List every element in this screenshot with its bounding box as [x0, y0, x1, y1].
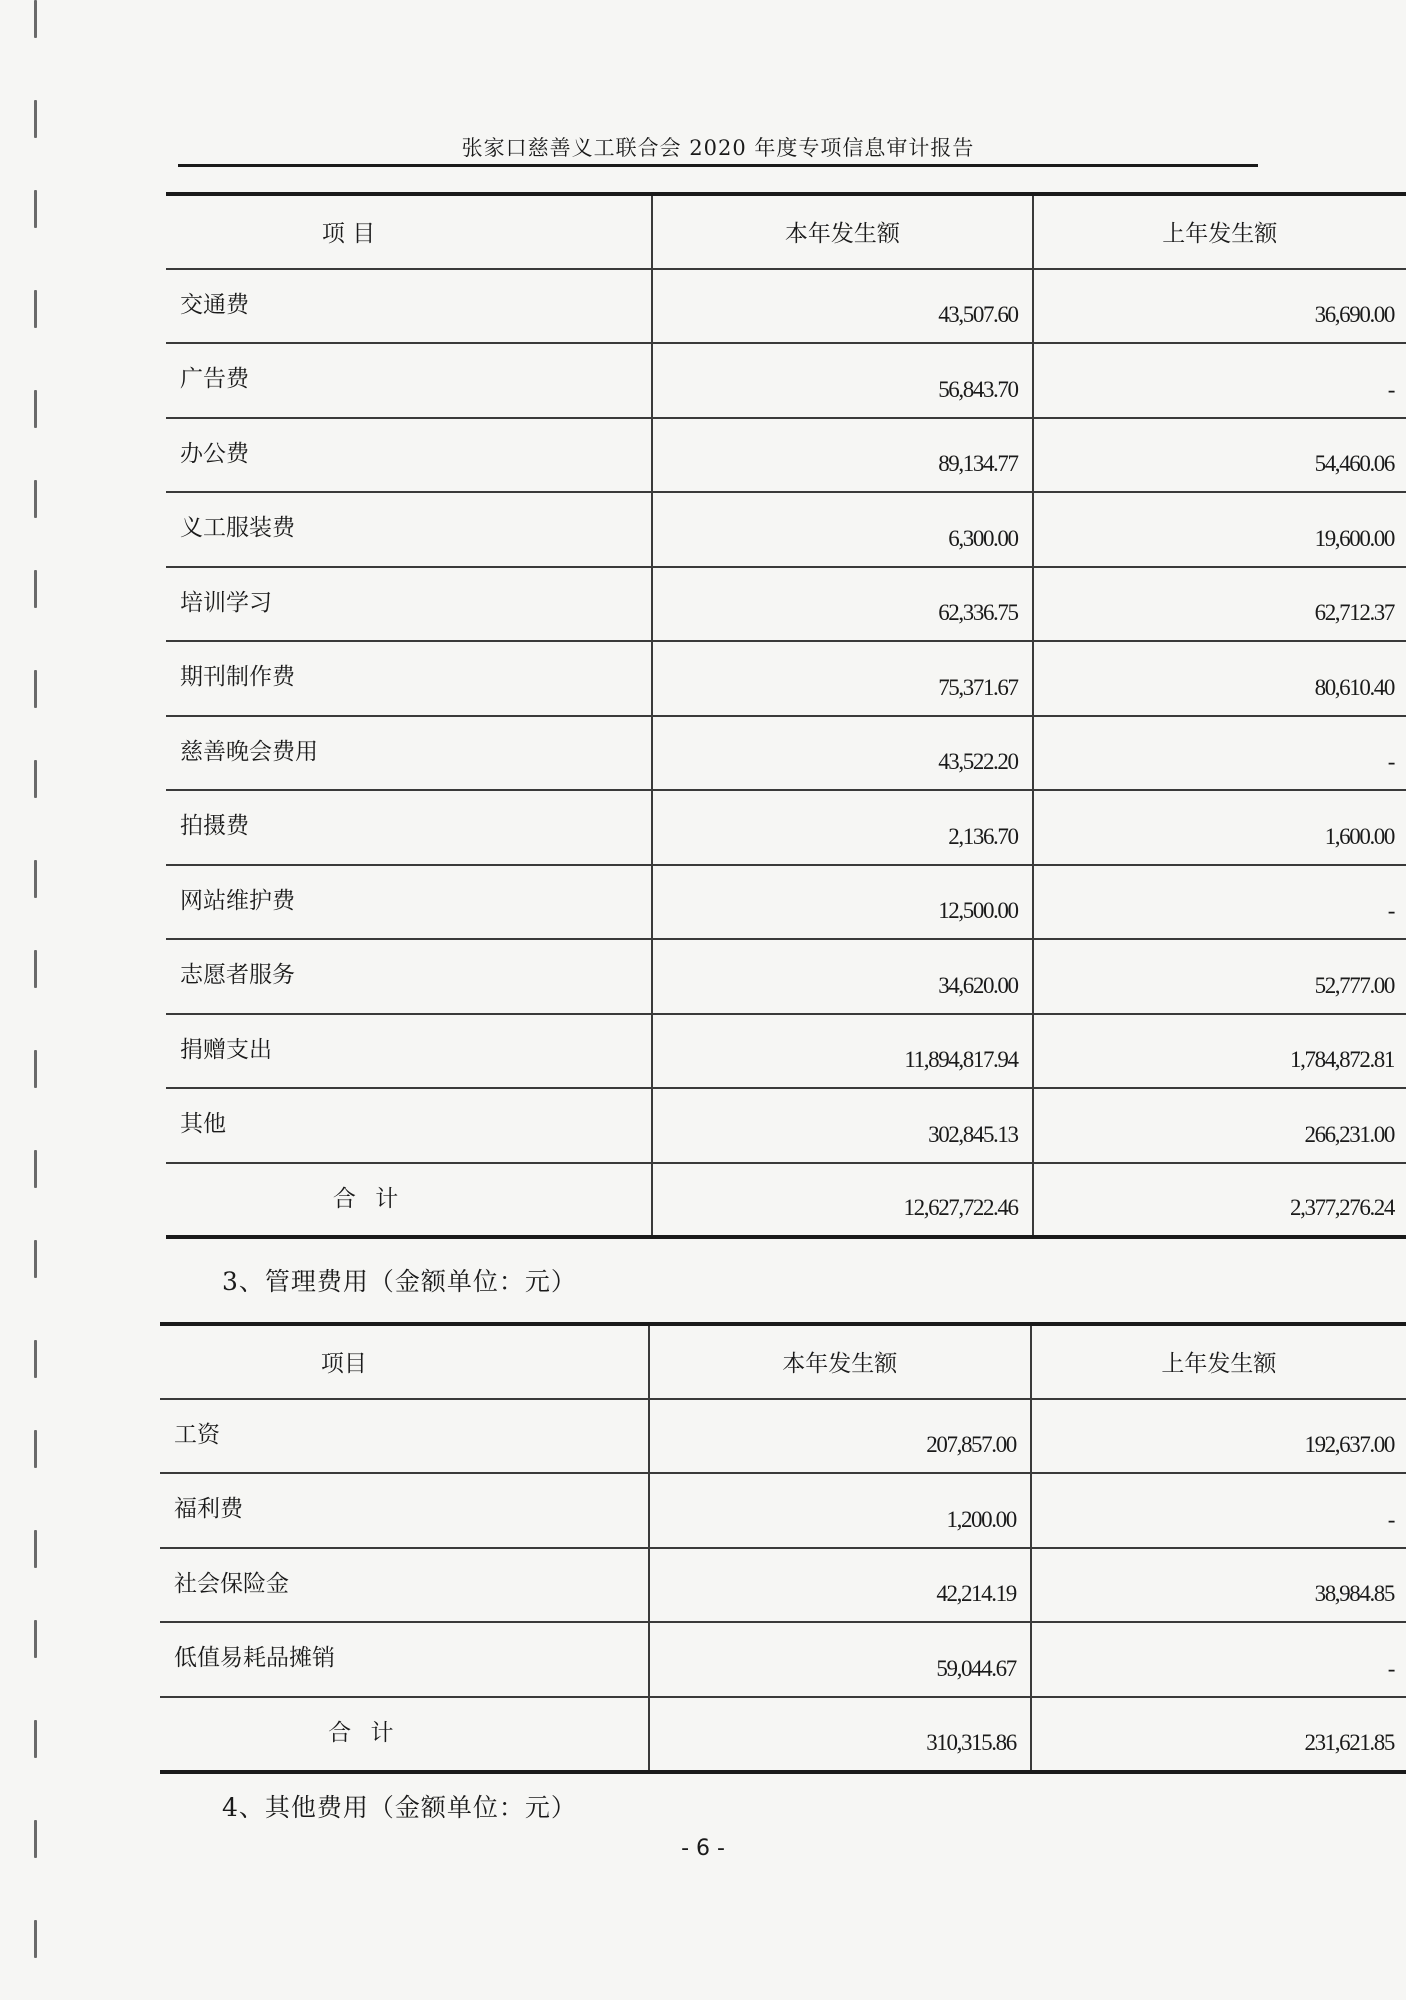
row-prior-amount: 192,637.00 — [1031, 1399, 1406, 1474]
row-prior-amount: 1,784,872.81 — [1033, 1014, 1406, 1089]
total-current-amount: 310,315.86 — [649, 1697, 1031, 1772]
row-item: 办公费 — [166, 418, 652, 493]
total-prior-amount: 2,377,276.24 — [1290, 1195, 1394, 1220]
column-header-item: 项目 — [160, 1324, 649, 1399]
total-label: 合 计 — [332, 1185, 405, 1212]
row-current-amount: 6,300.00 — [652, 492, 1032, 567]
table-row — [166, 716, 1406, 791]
row-current-amount: 34,620.00 — [652, 939, 1032, 1014]
row-item: 培训学习 — [166, 567, 652, 642]
header-rule — [178, 164, 1258, 167]
row-item: 义工服装费 — [166, 492, 652, 567]
row-item: 其他 — [166, 1088, 652, 1163]
column-header-prior: 上年发生额 — [1031, 1324, 1406, 1399]
row-item: 社会保险金 — [160, 1548, 649, 1623]
section-heading-other-expenses: 4、其他费用（金额单位：元） — [222, 1793, 577, 1822]
row-current-amount: 43,507.60 — [652, 269, 1032, 344]
row-current-amount: 11,894,817.94 — [652, 1014, 1032, 1089]
row-prior-amount: - — [1031, 1473, 1406, 1548]
row-current-amount: 302,845.13 — [652, 1088, 1032, 1163]
page-number: - 6 - — [681, 1836, 725, 1861]
total-current-amount: 12,627,722.46 — [652, 1163, 1032, 1238]
table-row — [166, 865, 1406, 940]
row-current-amount: 89,134.77 — [652, 418, 1032, 493]
table-row — [166, 939, 1406, 1014]
table-row — [160, 1399, 1406, 1474]
row-item: 期刊制作费 — [166, 641, 652, 716]
row-current-amount: 59,044.67 — [649, 1622, 1031, 1697]
table-row — [160, 1473, 1406, 1548]
table-row — [160, 1622, 1406, 1697]
row-current-amount: 56,843.70 — [652, 343, 1032, 418]
table-row — [166, 269, 1406, 344]
table-total-row — [166, 1163, 1406, 1238]
row-current-amount: 2,136.70 — [652, 790, 1032, 865]
column-header-current: 本年发生额 — [649, 1324, 1031, 1399]
total-label: 合 计 — [328, 1719, 400, 1746]
row-prior-amount: 36,690.00 — [1033, 269, 1406, 344]
row-prior-amount: - — [1033, 716, 1406, 791]
table-row — [166, 1088, 1406, 1163]
table-row — [166, 1014, 1406, 1089]
table-header-row — [160, 1324, 1406, 1399]
row-current-amount: 1,200.00 — [649, 1473, 1031, 1548]
column-header-prior: 上年发生额 — [1033, 194, 1406, 269]
row-item: 网站维护费 — [166, 865, 652, 940]
row-prior-amount: - — [1033, 865, 1406, 940]
row-prior-amount: 38,984.85 — [1031, 1548, 1406, 1623]
row-prior-amount: 266,231.00 — [1033, 1088, 1406, 1163]
row-prior-amount: 19,600.00 — [1033, 492, 1406, 567]
row-item: 慈善晚会费用 — [166, 716, 652, 791]
table-row — [166, 567, 1406, 642]
row-current-amount: 12,500.00 — [652, 865, 1032, 940]
business-expense-table — [166, 192, 1406, 1239]
row-item: 低值易耗品摊销 — [160, 1622, 649, 1697]
row-prior-amount: - — [1031, 1622, 1406, 1697]
row-prior-amount: - — [1033, 343, 1406, 418]
row-current-amount: 207,857.00 — [649, 1399, 1031, 1474]
management-expense-table — [160, 1322, 1406, 1774]
report-header-title: 张家口慈善义工联合会 2020 年度专项信息审计报告 — [461, 136, 975, 160]
row-prior-amount: 52,777.00 — [1033, 939, 1406, 1014]
row-current-amount: 75,371.67 — [652, 641, 1032, 716]
row-current-amount: 43,522.20 — [652, 716, 1032, 791]
row-item: 交通费 — [166, 269, 652, 344]
binding-margin — [34, 0, 38, 2000]
table-row — [166, 343, 1406, 418]
row-item: 拍摄费 — [166, 790, 652, 865]
table-row — [166, 492, 1406, 567]
row-prior-amount: 1,600.00 — [1033, 790, 1406, 865]
row-item: 捐赠支出 — [166, 1014, 652, 1089]
column-header-item: 项 目 — [166, 194, 652, 269]
table-total-row — [160, 1697, 1406, 1772]
table-row — [166, 641, 1406, 716]
row-current-amount: 62,336.75 — [652, 567, 1032, 642]
column-header-current: 本年发生额 — [652, 194, 1032, 269]
section-heading-management-expenses: 3、管理费用（金额单位：元） — [222, 1267, 577, 1296]
table-row — [166, 790, 1406, 865]
row-current-amount: 42,214.19 — [649, 1548, 1031, 1623]
table-row — [160, 1548, 1406, 1623]
row-item: 福利费 — [160, 1473, 649, 1548]
row-prior-amount: 62,712.37 — [1033, 567, 1406, 642]
row-prior-amount: 80,610.40 — [1033, 641, 1406, 716]
table-row — [166, 418, 1406, 493]
row-item: 广告费 — [166, 343, 652, 418]
table-header-row — [166, 194, 1406, 269]
row-item: 志愿者服务 — [166, 939, 652, 1014]
total-prior-amount: 231,621.85 — [1304, 1729, 1394, 1755]
row-prior-amount: 54,460.06 — [1033, 418, 1406, 493]
row-item: 工资 — [160, 1399, 649, 1474]
